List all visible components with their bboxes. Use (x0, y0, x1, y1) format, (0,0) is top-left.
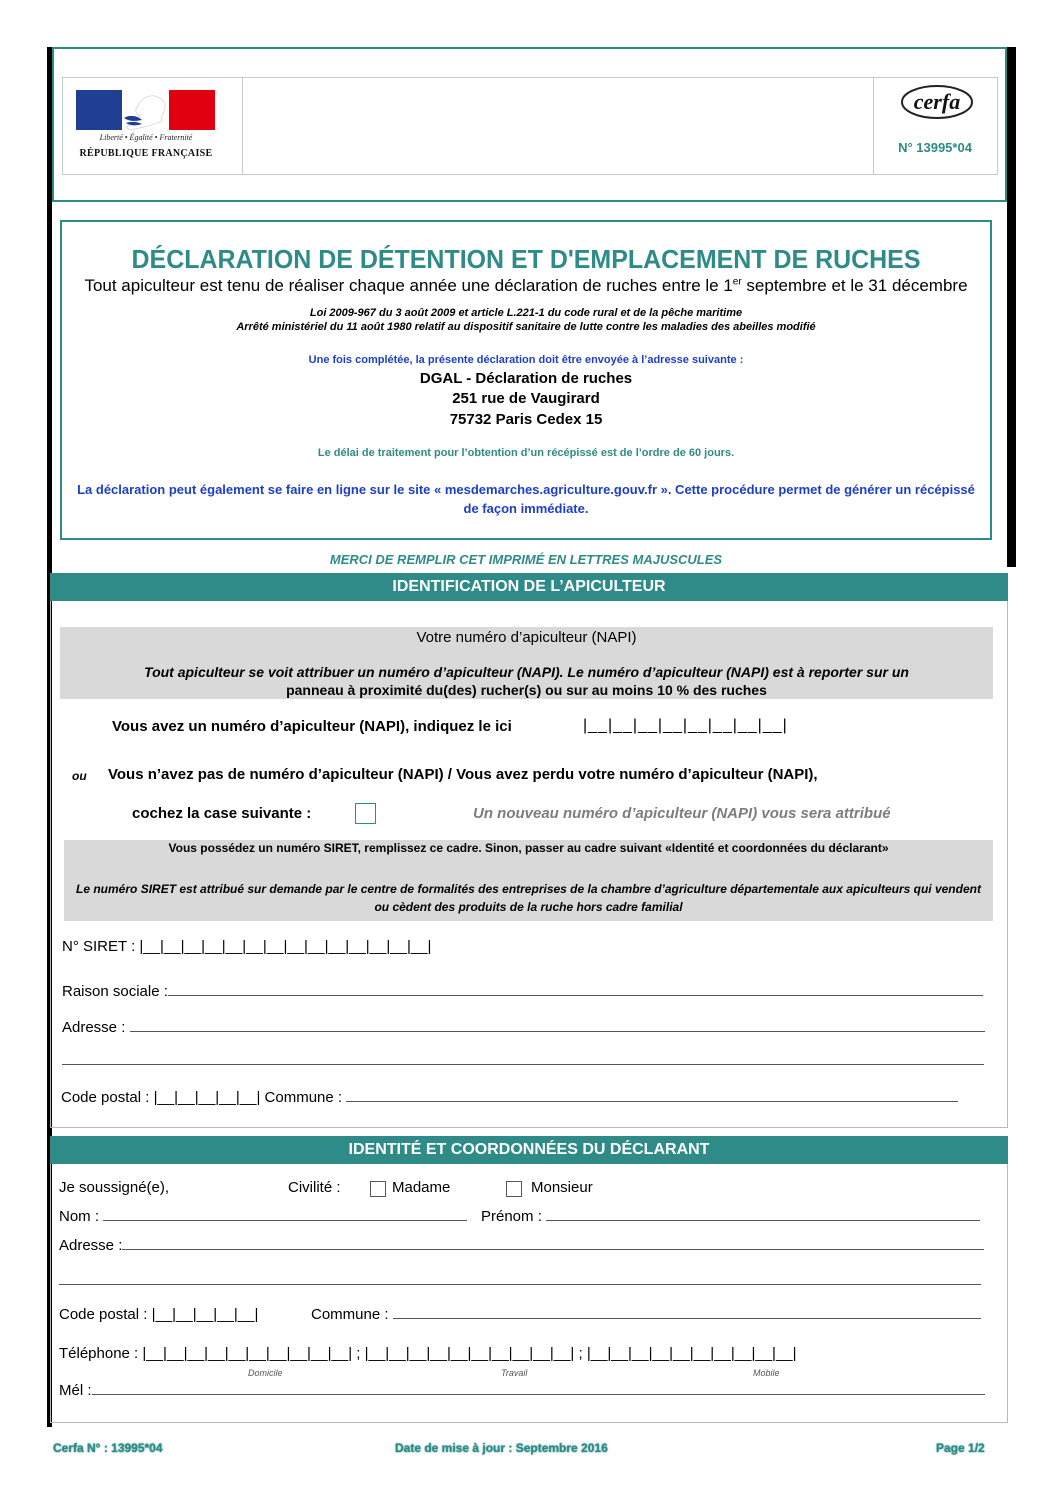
nom-field[interactable] (59, 1208, 467, 1225)
address-field-line2[interactable] (62, 1052, 984, 1069)
telephone-home-caption: Domicile (248, 1368, 283, 1378)
cerfa-logo (900, 84, 974, 120)
declarant-postal-code-label: Code postal : (59, 1306, 152, 1323)
napi-description-line: panneau à proximité du(des) rucher(s) ou sur au moins 10 % des ruches (286, 682, 767, 698)
postal-code-label: Code postal : (61, 1089, 154, 1106)
header-divider (873, 77, 874, 175)
header-divider (242, 77, 243, 175)
declarant-commune-field[interactable] (311, 1306, 981, 1323)
napi-question: Vous avez un numéro d’apiculteur (NAPI), indiquez le ici (112, 718, 512, 735)
declarant-address-field-line2[interactable] (59, 1272, 981, 1289)
postal-code-boxes[interactable]: |__|__|__|__|__| (153, 1089, 261, 1106)
napi-title: Votre numéro d’apiculteur (NAPI) (416, 629, 637, 646)
marianne-logo (76, 90, 215, 130)
republic-name: RÉPUBLIQUE FRANÇAISE (79, 148, 213, 159)
madame-label: Madame (392, 1179, 451, 1196)
raison-sociale-field[interactable] (62, 983, 983, 1000)
telephone-field[interactable] (59, 1345, 797, 1362)
marianne-icon (116, 94, 176, 130)
footer-page-number: Page 1/2 (936, 1441, 985, 1455)
email-input[interactable] (92, 1383, 985, 1395)
cerfa-logo-text: cerfa (913, 89, 961, 114)
section-heading: IDENTITÉ ET COORDONNÉES DU DÉCLARANT (50, 1136, 1008, 1164)
declarant-postal-code-boxes[interactable]: |__|__|__|__|__| (151, 1306, 259, 1323)
footer-separator (47, 1427, 1017, 1430)
or-label: ou (72, 769, 87, 783)
cerfa-number: N° 13995*04 (898, 140, 972, 155)
address-line: 251 rue de Vaugirard (452, 390, 600, 407)
napi-none-label: Vous n’avez pas de numéro d’apiculteur (NAPI) / Vous avez perdu votre numéro d’apiculteur (NAPI), (108, 766, 818, 783)
declarant-commune-input[interactable] (393, 1307, 981, 1319)
napi-description-line: Tout apiculteur se voit attribuer un numéro d’apiculteur (NAPI). Le numéro d’apiculteur (NAPI) est à reporter sur un (144, 664, 909, 680)
telephone-label: Téléphone : (59, 1345, 143, 1362)
siret-label: N° SIRET : (62, 938, 140, 955)
law-reference: Loi 2009-967 du 3 août 2009 et article L.221-1 du code rural et de la pêche maritime (309, 307, 743, 319)
footer-cerfa-number: Cerfa N° : 13995*04 (53, 1441, 163, 1455)
processing-delay: Le délai de traitement pour l’obtention d’un récépissé est de l’ordre de 60 jours. (317, 447, 735, 459)
siret-instruction: Vous possédez un numéro SIRET, remplissez ce cadre. Sinon, passer au cadre suivant «Identité et coordonnées du déclarant» (168, 841, 889, 855)
commune-input[interactable] (346, 1090, 958, 1102)
subtitle-text-a: Tout apiculteur est tenu de réaliser chaque année une déclaration de ruches entre le 1 (84, 276, 733, 295)
monsieur-checkbox[interactable] (506, 1181, 522, 1197)
declarant-address-label: Adresse : (59, 1237, 123, 1254)
commune-label: Commune : (260, 1089, 347, 1106)
soussigne-label: Je soussigné(e), (59, 1179, 170, 1196)
civilite-label: Civilité : (288, 1179, 341, 1196)
email-field[interactable] (59, 1382, 985, 1399)
telephone-boxes[interactable]: |__|__|__|__|__|__|__|__|__|__| ; |__|__|__|__|__|__|__|__|__|__| ; |__|__|__|__|__|__|__|__|__|__| (142, 1345, 797, 1362)
napi-description (80, 663, 973, 699)
fill-instruction: MERCI DE REMPLIR CET IMPRIMÉ EN LETTRES MAJUSCULES (329, 552, 723, 567)
send-instruction: Une fois complétée, la présente déclaration doit être envoyée à l’adresse suivante : (308, 354, 744, 366)
prenom-field[interactable] (481, 1208, 980, 1225)
address-line: DGAL - Déclaration de ruches (419, 370, 633, 387)
page-edge-right (1007, 47, 1016, 567)
subtitle-text-b: septembre et le 31 décembre (741, 276, 968, 295)
raison-sociale-input[interactable] (168, 984, 983, 996)
new-napi-note: Un nouveau numéro d’apiculteur (NAPI) vous sera attribué (473, 805, 891, 822)
telephone-mobile-caption: Mobile (753, 1368, 780, 1378)
checkbox-label: cochez la case suivante : (132, 805, 312, 822)
declarant-address-field[interactable] (59, 1237, 984, 1254)
decree-reference: Arrêté ministériel du 11 août 1980 relatif au dispositif sanitaire de lutte contre les maladies des abeilles modifié (236, 321, 816, 333)
section-heading: IDENTIFICATION DE L’APICULTEUR (50, 573, 1008, 601)
telephone-work-caption: Travail (501, 1368, 528, 1378)
monsieur-label: Monsieur (531, 1179, 593, 1196)
declarant-address-input[interactable] (122, 1238, 984, 1250)
page-title: DÉCLARATION DE DÉTENTION ET D'EMPLACEMENT DE RUCHES (131, 244, 921, 274)
declarant-commune-label: Commune : (311, 1306, 393, 1323)
siret-explanation: Le numéro SIRET est attribué sur demande par le centre de formalités des entreprises de la chambre d’agriculture départementale aux apiculteurs qui vendent ou cèdent des produits de la ruche hors cadre familial (76, 882, 981, 914)
napi-input[interactable]: |__|__|__|__|__|__|__|__| (583, 717, 788, 734)
address-field[interactable] (62, 1019, 985, 1036)
online-notice: La déclaration peut également se faire en ligne sur le site « mesdemarches.agriculture.gouv.fr ». Cette procédure permet de générer un récépissé de façon immédiate. (77, 482, 975, 516)
email-label: Mél : (59, 1382, 92, 1399)
prenom-input[interactable] (546, 1209, 980, 1221)
siret-field[interactable] (62, 938, 431, 955)
address-line: 75732 Paris Cedex 15 (449, 411, 603, 428)
siret-boxes[interactable]: |__|__|__|__|__|__|__|__|__|__|__|__|__|__| (139, 938, 432, 955)
address-input-line2[interactable] (62, 1053, 984, 1065)
address-input[interactable] (130, 1020, 985, 1032)
footer-update-date: Date de mise à jour : Septembre 2016 (395, 1441, 608, 1455)
subtitle-sup: er (732, 276, 742, 288)
postal-code-field[interactable] (61, 1089, 958, 1106)
prenom-label: Prénom : (481, 1208, 547, 1225)
new-napi-checkbox[interactable] (355, 803, 376, 824)
address-label: Adresse : (62, 1019, 130, 1036)
raison-sociale-label: Raison sociale : (62, 983, 168, 1000)
republic-motto: Liberté • Égalité • Fraternité (99, 133, 193, 142)
madame-checkbox[interactable] (370, 1181, 386, 1197)
subtitle (60, 276, 992, 296)
nom-label: Nom : (59, 1208, 104, 1225)
declarant-postal-code-field[interactable] (59, 1306, 258, 1323)
declarant-address-input-line2[interactable] (59, 1273, 981, 1285)
nom-input[interactable] (103, 1209, 467, 1221)
